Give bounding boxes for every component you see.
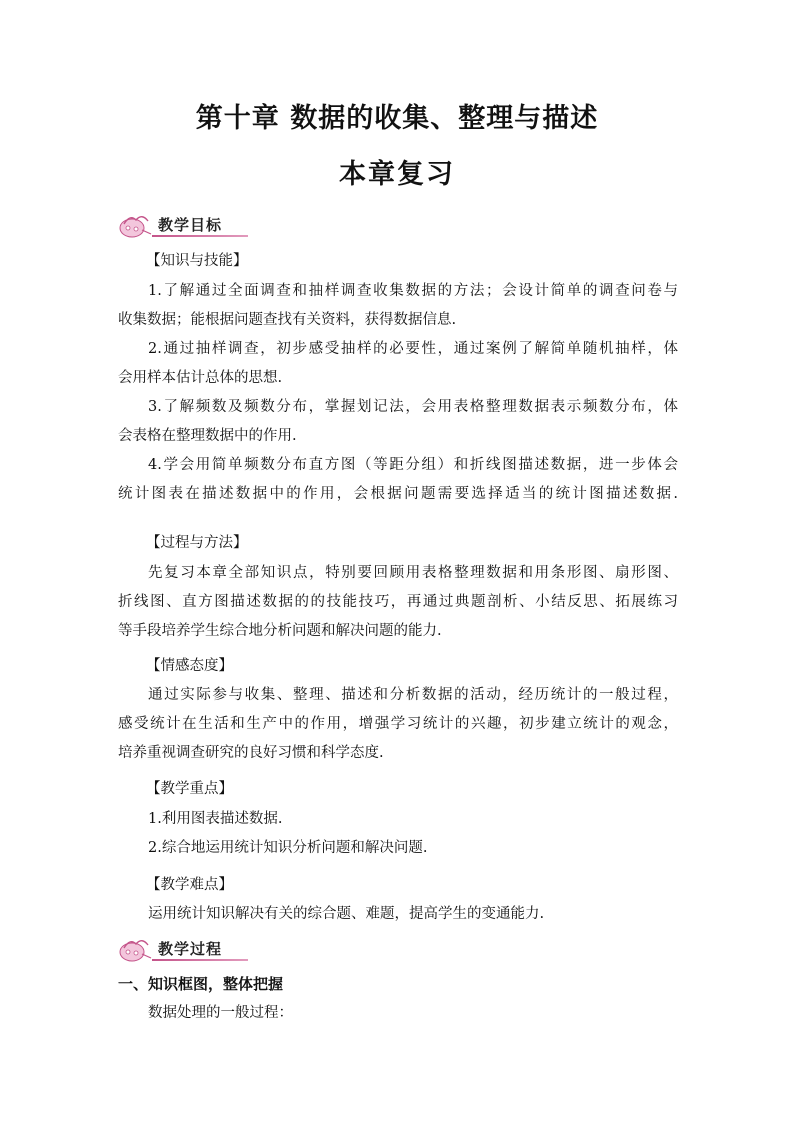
k4-line1: 4.学会用简单频数分布直方图（等距分组）和折线图描述数据，进一步体会 <box>148 457 678 473</box>
process-intro-paragraph <box>118 999 678 1028</box>
attitude-heading: 【情感态度】 <box>146 658 233 674</box>
difficulty-paragraph <box>118 900 678 929</box>
decorative-book-icon <box>118 934 154 964</box>
k2-line1: 2.通过抽样调查，初步感受抽样的必要性，通过案例了解简单随机抽样，体 <box>148 341 678 357</box>
key-point-2: 2.综合地运用统计知识分析问题和解决问题. <box>148 840 428 856</box>
lesson-subtitle: 本章复习 <box>339 159 455 190</box>
m-line2: 折线图、直方图描述数据的的技能技巧，再通过典题剖析、小结反思、拓展练习 <box>118 594 678 610</box>
key-heading: 【教学重点】 <box>146 781 233 797</box>
process-heading-1: 一、知识框图，整体把握 <box>118 975 284 993</box>
section-objectives-label: 教学目标 <box>158 216 223 234</box>
a-line2: 感受统计在生活和生产中的作用，增强学习统计的兴趣，初步建立统计的观念， <box>118 716 678 732</box>
section-underline <box>152 959 248 961</box>
method-paragraph <box>118 559 678 646</box>
m-line1: 先复习本章全部知识点，特别要回顾用表格整理数据和用条形图、扇形图、 <box>148 565 678 581</box>
process-intro: 数据处理的一般过程： <box>148 1005 293 1021</box>
k1-line2: 收集数据；能根据问题查找有关资料，获得数据信息. <box>118 312 457 328</box>
section-process-label: 教学过程 <box>158 940 223 958</box>
a-line3: 培养重视调查研究的良好习惯和科学态度. <box>118 745 384 761</box>
key-point-1: 1.利用图表描述数据. <box>148 811 283 827</box>
k2-line2: 会用样本估计总体的思想. <box>118 370 283 386</box>
knowledge-paragraph <box>118 277 678 509</box>
key-points <box>118 805 678 863</box>
section-process <box>118 934 248 964</box>
section-objectives <box>118 210 248 240</box>
section-underline <box>152 235 248 237</box>
a-line1: 通过实际参与收集、整理、描述和分析数据的活动，经历统计的一般过程， <box>148 687 678 703</box>
k3-line2: 会表格在整理数据中的作用. <box>118 428 297 444</box>
k3-line1: 3.了解频数及频数分布，掌握划记法，会用表格整理数据表示频数分布，体 <box>148 399 678 415</box>
k4-line2: 统计图表在描述数据中的作用，会根据问题需要选择适当的统计图描述数据. <box>118 486 678 502</box>
m-line3: 等手段培养学生综合地分析问题和解决问题的能力. <box>118 623 442 639</box>
knowledge-heading: 【知识与技能】 <box>146 253 248 269</box>
k1-line1: 1.了解通过全面调查和抽样调查收集数据的方法；会设计简单的调查问卷与 <box>148 283 678 299</box>
chapter-title: 第十章 数据的收集、整理与描述 <box>195 103 599 134</box>
difficulty-heading: 【教学难点】 <box>146 877 233 893</box>
difficulty-text: 运用统计知识解决有关的综合题、难题，提高学生的变通能力. <box>148 906 545 922</box>
decorative-book-icon <box>118 210 154 240</box>
method-heading: 【过程与方法】 <box>146 535 248 551</box>
attitude-paragraph <box>118 681 678 768</box>
